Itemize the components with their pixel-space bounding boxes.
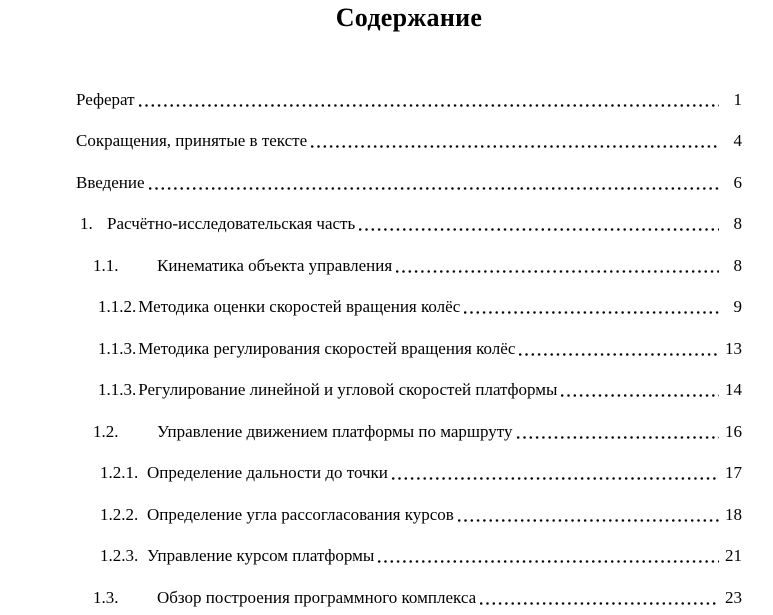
- toc-list: [76, 79, 742, 615]
- toc-entry-number: 1.: [80, 214, 93, 234]
- toc-entry[interactable]: [76, 204, 742, 246]
- toc-entry[interactable]: [76, 453, 742, 495]
- toc-entry-label: Определение дальности до точки: [147, 463, 388, 483]
- toc-entry-page: 14: [725, 380, 742, 400]
- toc-entry-label: Методика оценки скоростей вращения колёс: [138, 297, 461, 317]
- toc-entry-number: 1.2.2.: [100, 504, 139, 524]
- toc-entry-number: 1.3.: [93, 587, 119, 607]
- toc-entry-page: 9: [733, 297, 742, 317]
- toc-entry-label: Методика регулирования скоростей вращения колёс: [138, 338, 516, 358]
- toc-entry[interactable]: [76, 328, 742, 370]
- toc-entry[interactable]: [76, 370, 742, 412]
- toc-entry-page: 6: [733, 172, 742, 192]
- toc-entry-page: 23: [725, 587, 742, 607]
- toc-entry-number: 1.1.3.: [98, 338, 137, 358]
- toc-entry-label: Определение угла рассогласования курсов: [147, 504, 454, 524]
- toc-entry-page: 1: [733, 89, 742, 109]
- toc-entry[interactable]: [76, 121, 742, 163]
- toc-entry-label: Обзор построения программного комплекса: [157, 587, 477, 607]
- toc-entry-label: Управление курсом платформы: [147, 546, 375, 566]
- dot-leader: [519, 353, 719, 356]
- toc-entry[interactable]: [76, 536, 742, 578]
- dot-leader: [359, 228, 719, 231]
- toc-entry-label: Реферат: [76, 89, 135, 109]
- toc-entry-page: 4: [733, 131, 742, 151]
- toc-entry-number: 1.2.3.: [100, 546, 139, 566]
- dot-leader: [561, 394, 719, 397]
- toc-entry[interactable]: [76, 162, 742, 204]
- dot-leader: [396, 270, 719, 273]
- dot-leader: [149, 187, 719, 190]
- toc-entry-number: 1.1.: [93, 255, 119, 275]
- toc-entry-page: 13: [725, 338, 742, 358]
- dot-leader: [464, 311, 719, 314]
- toc-entry-label: Сокращения, принятые в тексте: [76, 131, 308, 151]
- dot-leader: [480, 602, 719, 605]
- toc-entry-page: 8: [733, 214, 742, 234]
- toc-entry[interactable]: [76, 411, 742, 453]
- toc-entry-number: 1.2.1.: [100, 463, 139, 483]
- toc-entry-label: Введение: [76, 172, 145, 192]
- toc-entry-page: 17: [725, 463, 742, 483]
- toc-entry-page: 21: [725, 546, 742, 566]
- toc-entry-label: Расчётно-исследовательская часть: [107, 214, 356, 234]
- toc-entry-label: Управление движением платформы по маршруту: [157, 421, 513, 441]
- dot-leader: [458, 519, 719, 522]
- toc-entry[interactable]: [76, 577, 742, 615]
- toc-entry[interactable]: [76, 245, 742, 287]
- toc-entry[interactable]: [76, 494, 742, 536]
- toc-entry-number: 1.2.: [93, 421, 119, 441]
- dot-leader: [517, 436, 719, 439]
- toc-entry-page: 8: [733, 255, 742, 275]
- dot-leader: [139, 104, 719, 107]
- toc-entry-page: 18: [725, 504, 742, 524]
- toc-entry-page: 16: [725, 421, 742, 441]
- toc-entry[interactable]: [76, 79, 742, 121]
- toc-entry-label: Кинематика объекта управления: [157, 255, 393, 275]
- dot-leader: [378, 560, 719, 563]
- toc-entry-number: 1.1.3.: [98, 380, 137, 400]
- toc-entry[interactable]: [76, 287, 742, 329]
- dot-leader: [311, 145, 719, 148]
- toc-entry-number: 1.1.2.: [98, 297, 137, 317]
- dot-leader: [392, 477, 719, 480]
- page-title: Содержание: [335, 3, 483, 32]
- toc-entry-label: Регулирование линейной и угловой скоростей платформы: [138, 380, 558, 400]
